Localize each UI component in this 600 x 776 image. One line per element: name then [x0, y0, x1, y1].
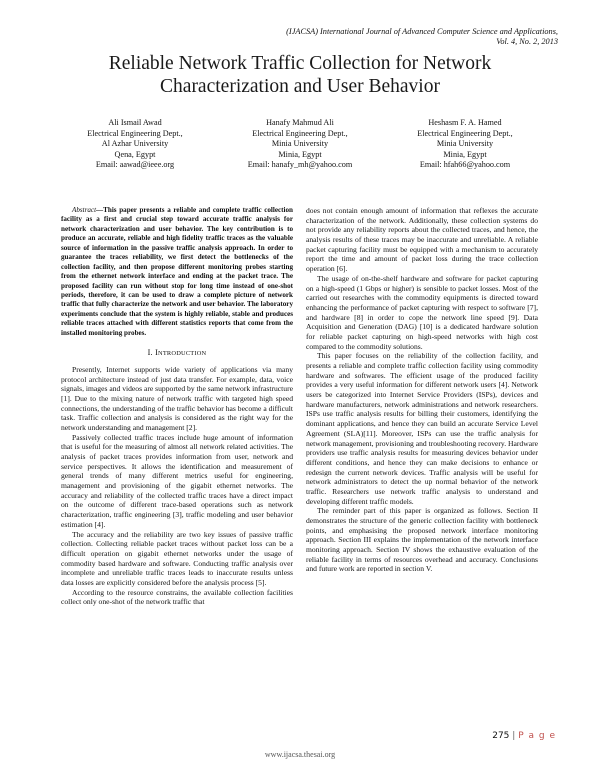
- paragraph: According to the resource constrains, the available collection facilities collect only one-shot of the network traffic that: [61, 587, 293, 607]
- author-3: [390, 118, 540, 171]
- author-name: Hanafy Mahmud Ali: [266, 118, 334, 127]
- section-heading-initial: I: [155, 348, 158, 358]
- journal-volume: Vol. 4, No. 2, 2013: [496, 37, 558, 46]
- author-dept: Electrical Engineering Dept.,: [252, 128, 348, 138]
- abstract-text: —This paper presents a reliable and complete traffic collection facility as a first and crucial step toward accurate traffic analysis for network characterization and user behavior. The key contribution is to produce an accurate, reliable and high fidelity traffic traces as the valuable source of information in the passive traffic analysis approach. In order to guarantee the traces reliability, we first detect the bottlenecks of the collection facility, and then propose different monitoring probes starting from the ethernet network interface and ending at the packet trace. The proposed facility can run without stop for long time instead of one-shot periods, therefore, it can be used to draw a complete picture of network traffic that fully characterize the network and user behavior. The laboratory experiments conclude that the system is highly reliable, stable and produces reliable traces attached with different statistics reports that come from the installed monitoring probes.: [61, 206, 293, 337]
- author-location: Minia, Egypt: [443, 149, 487, 159]
- page-number: [492, 731, 556, 741]
- page-label: P a g e: [518, 731, 556, 741]
- author-university: Minia University: [271, 139, 329, 149]
- page-number-value: 275: [492, 731, 510, 741]
- author-email: Email: aawad@ieee.org: [95, 160, 175, 170]
- abstract-label: Abstract: [72, 206, 97, 214]
- paragraph: does not contain enough amount of information that reflexes the accurate characterization of the network. Additionally, these collection systems do not provide any reliability reports about the collected traces, and hence, the analysis results of these traces may be inaccurate and unreliable. A reliable packet capturing facility must be equipped with a mechanism to accurately report the time and amount of packet loss during the trace collection operation [6].: [306, 206, 538, 274]
- paper-title: [40, 52, 560, 98]
- author-email: Email: hanafy_mh@yahoo.com: [247, 160, 353, 170]
- footer-url[interactable]: www.ijacsa.thesai.org: [264, 750, 336, 759]
- author-name: Ali Ismail Awad: [108, 118, 162, 127]
- journal-header: [286, 27, 558, 47]
- paragraph: The reminder part of this paper is organized as follows. Section II demonstrates the structure of the generic collection facility with bottleneck points, and emphasising the proposed network interface monitoring approach. Section III explains the implementation of the network interface monitoring approach. Section IV shows the exhaustive evaluation of the reliable facility in terms of resources overhead and accuracy. Conclusions and future work are reported in section V.: [306, 506, 538, 574]
- author-dept: Electrical Engineering Dept.,: [87, 128, 183, 138]
- author-university: Minia University: [436, 139, 494, 149]
- section-heading-rest: NTRODUCTION: [158, 350, 207, 358]
- paragraph: The accuracy and the reliability are two key issues of passive traffic collection. Collecting reliable packet traces without packet loss can be a difficult operation on gigabit ethernet networks under the usage of commodity based hardware and software. Conducting traffic analysis over incomplete and unreliable traffic traces leads to inaccurate results unless data losses are explicitly considered before the analysis process [5].: [61, 529, 293, 587]
- author-2: [225, 118, 375, 171]
- paragraph: This paper focuses on the reliability of the collection facility, and presents a reliable and complete traffic collection facility using commodity hardware and softwares. The efficient usage of the produced facility provides a very useful information for different network users [4]. Network users be categorized into Internet Service Providers (ISPs), devices and hardware manufacturers, network administrations and network researchers. ISPs use traffic analysis results for billing their customers, identifying the dominant applications, and hence they can build an accurate Service Level Agreement (SLA)[11]. Moreover, ISPs can use the traffic analysis for network management, provisioning and troubleshooting recovery. Hardware providers use traffic analysis results for measuring devices behavior under different conditions, and hence they can make decisions to enhance or redesign the current network devices. Traffic analysis will be useful for network administrators to detect the up normal behavior of the network traffic. Researchers use network traffic analysis to understand and developing different traffic models.: [306, 351, 538, 506]
- author-email: Email: hfah66@yahoo.com: [419, 160, 511, 170]
- journal-name: (IJACSA) International Journal of Advanced Computer Science and Applications,: [286, 27, 558, 36]
- section-numeral: I.: [147, 348, 153, 358]
- right-column: [306, 206, 538, 574]
- author-1: [60, 118, 210, 171]
- author-university: Al Azhar University: [101, 139, 169, 149]
- author-location: Qena, Egypt: [114, 149, 156, 159]
- author-name: Heshasm F. A. Hamed: [428, 118, 502, 127]
- page-number-separator: |: [512, 731, 516, 741]
- abstract: [61, 206, 293, 338]
- author-block: [60, 118, 540, 171]
- paper-title-line-2: Characterization and User Behavior: [160, 76, 440, 97]
- left-column: [61, 206, 293, 607]
- section-heading-introduction: [61, 348, 293, 359]
- author-dept: Electrical Engineering Dept.,: [417, 128, 513, 138]
- paragraph: Presently, Internet supports wide variety of applications via many protocol architecture instead of just data transfer. For example, data, voice signals, images and videos are supported by the same network infrastructure [1]. Due to the mixing nature of network traffic with targeted high speed connections, the understanding of the traffic behavior has become a difficult task. Traffic collection and analysis is considered as the right way for the network understanding and management [2].: [61, 364, 293, 432]
- author-location: Minia, Egypt: [278, 149, 322, 159]
- paper-title-line-1: Reliable Network Traffic Collection for Network: [108, 53, 492, 74]
- paragraph: Passively collected traffic traces include huge amount of information that is useful for the measuring of almost all network related activities. The analysis of packet traces provides information from user, network and service perspectives. It allows the identification and measurement of general trends of many different metrics useful for engineering, management and provisioning of the gigabit ethernet networks. The accuracy and reliability of the collected traffic traces have a direct impact on the outcome of different trace-based operations such as network characterization, traffic engineering [3], traffic modeling and user behavior estimation [4].: [61, 432, 293, 529]
- paragraph: The usage of on-the-shelf hardware and software for packet capturing on a high-speed (1 Gbps or higher) is sensible to packet losses. Most of the carried out researches with the commodity equipments is directed toward enhancing the performance of packet capturing with respect to software [7], and hardware [8] in order to cope the network line speed [9]. Data Acquisition and Generation (DAG) [10] is a dedicated hardware solution for reliable packet capturing on high-speed networks with high cost compared to the commodity solutions.: [306, 273, 538, 351]
